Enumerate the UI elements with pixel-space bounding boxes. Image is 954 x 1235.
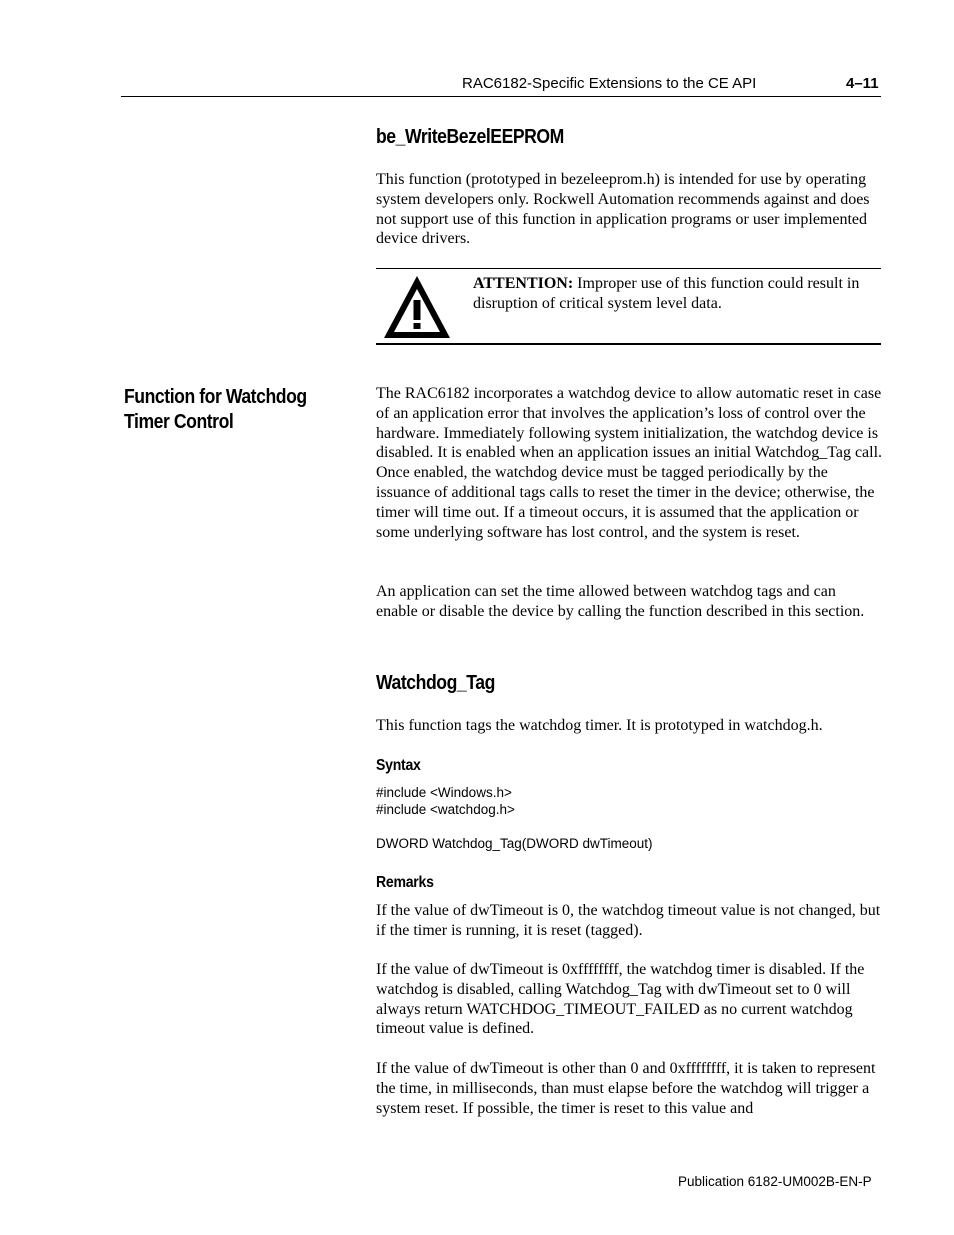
publication-footer: Publication 6182-UM002B-EN-P [678,1174,872,1189]
watchdog-tag-description: This function tags the watchdog timer. It is prototyped in watchdog.h. [376,717,823,734]
sidebar-heading-line2: Timer Control [124,411,234,433]
sidebar-heading [124,385,307,435]
attention-label: ATTENTION: [473,275,574,292]
include-line-2: #include <watchdog.h> [376,802,515,817]
page-number: 4–11 [846,75,879,92]
remark-paragraph-3: If the value of dwTimeout is other than 0 and 0xffffffff, it is taken to represent the time, in milliseconds, than must elapse before the watchdog will trigger a system reset. If possible, the timer is reset to this value and [376,1060,876,1117]
attention-bottom-rule [376,343,881,345]
remark-paragraph-2: If the value of dwTimeout is 0xffffffff, the watchdog timer is disabled. If the watchdog is disabled, calling Watchdog_Tag with dwTimeout set to 0 will always return WATCHDOG_TIMEOUT_FAILED as no current watchdog timeout value is defined. [376,961,865,1038]
warning-triangle-icon [382,274,452,340]
watchdog-intro-paragraph: The RAC6182 incorporates a watchdog device to allow automatic reset in case of an application error that involves the application’s loss of control over the hardware. Immediately following system initialization, the watchdog device is disabled. It is enabled when an application issues an initial Watchdog_Tag call. Once enabled, the watchdog device must be tagged periodically by the issuance of additional tags calls to reset the timer in the device; otherwise, the timer will time out. If a timeout occurs, it is assumed that the application or some underlying software has lost control, and the system is reset. [376,385,883,541]
attention-message [473,274,881,314]
include-line-1: #include <Windows.h> [376,785,512,800]
syntax-heading: Syntax [376,757,421,774]
attention-text: Improper use of this function could result in disruption of critical system level data. [473,275,860,312]
section-heading-writebezel: be_WriteBezelEEPROM [376,126,564,148]
writebezel-description: This function (prototyped in bezeleeprom.h) is intended for use by operating system developers only. Rockwell Automation recommends against and does not support use of this function in application programs or user implemented device drivers. [376,171,870,248]
sidebar-heading-line1: Function for Watchdog [124,386,307,408]
section-heading-watchdog-tag: Watchdog_Tag [376,672,495,694]
function-signature: DWORD Watchdog_Tag(DWORD dwTimeout) [376,836,653,851]
remark-paragraph-1: If the value of dwTimeout is 0, the watchdog timeout value is not changed, but if the timer is running, it is reset (tagged). [376,902,881,939]
watchdog-intro-paragraph-2: An application can set the time allowed between watchdog tags and can enable or disable the device by calling the function described in this section. [376,583,865,620]
remarks-heading: Remarks [376,874,434,891]
attention-top-rule [376,268,881,269]
header-rule [121,96,881,97]
running-header-title: RAC6182-Specific Extensions to the CE API [462,75,757,92]
